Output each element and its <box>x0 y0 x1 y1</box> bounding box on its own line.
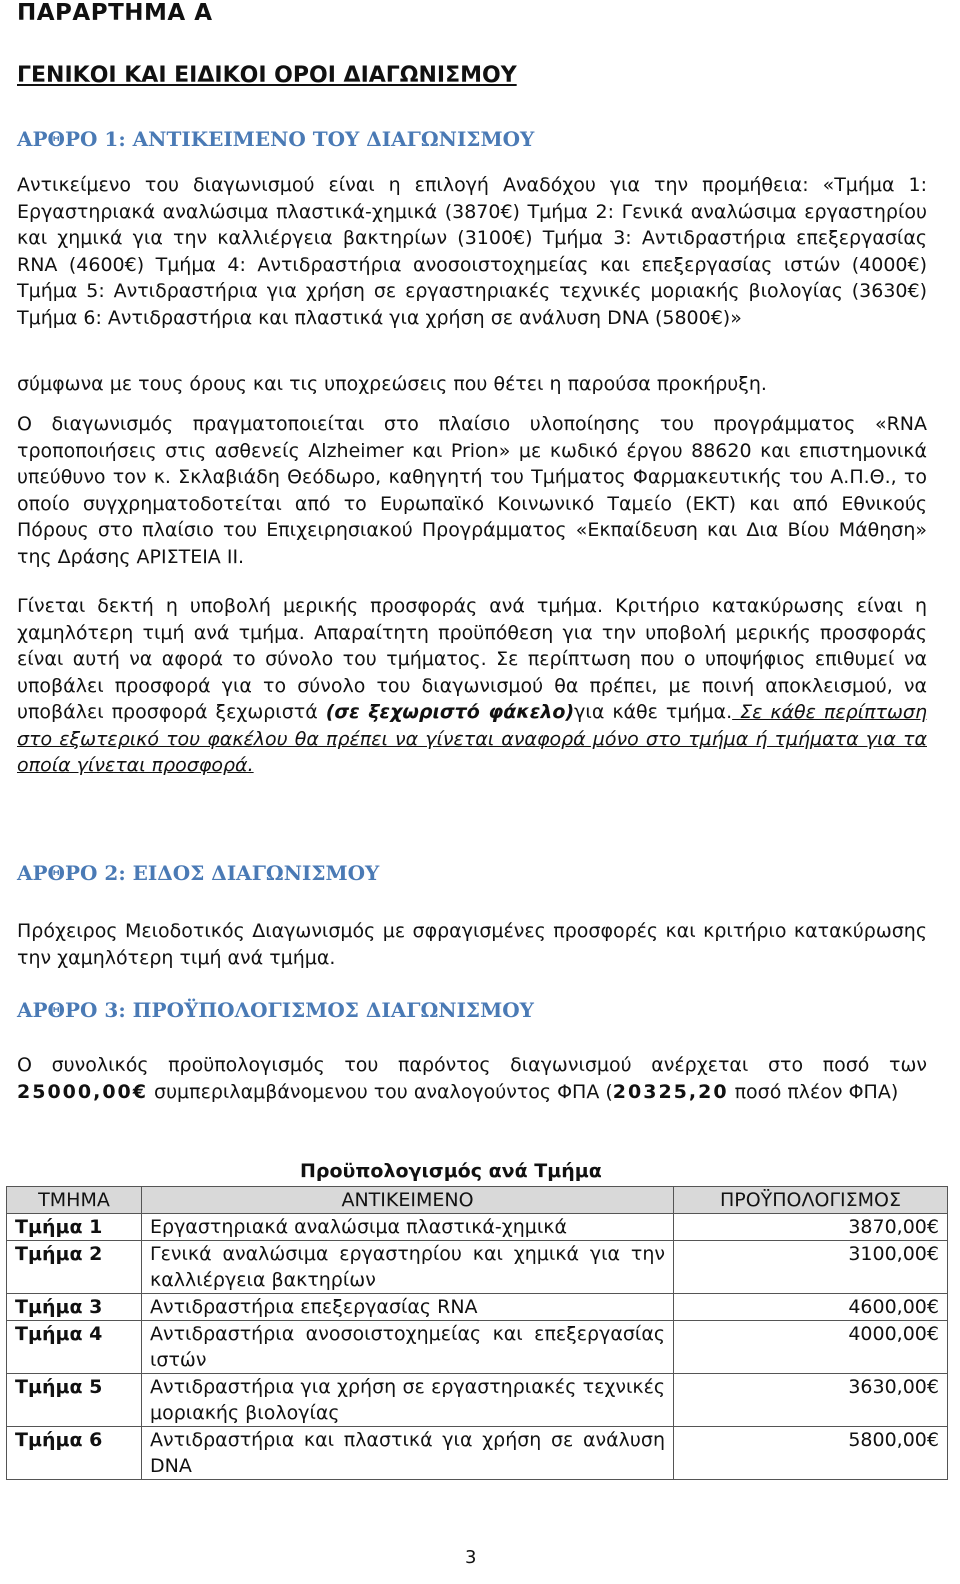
article-1-heading: ΑΡΘΡΟ 1: ΑΝΤΙΚΕΙΜΕΝΟ ΤΟΥ ΔΙΑΓΩΝΙΣΜΟΥ <box>17 127 535 151</box>
article-2-heading: ΑΡΘΡΟ 2: ΕΙΔΟΣ ΔΙΑΓΩΝΙΣΜΟΥ <box>17 861 380 885</box>
row-amount: 5800,00€ <box>674 1427 948 1480</box>
table-row <box>7 1294 948 1321</box>
table-row <box>7 1241 948 1294</box>
row-antikeimeno: Αντιδραστήρια ανοσοιστοχημείας και επεξεργασίας ιστών <box>142 1321 674 1374</box>
header-antikeimeno: ΑΝΤΙΚΕΙΜΕΝΟ <box>142 1187 674 1214</box>
row-antikeimeno: Γενικά αναλώσιμα εργαστηρίου και χημικά για την καλλιέργεια βακτηρίων <box>142 1241 674 1294</box>
article-1-paragraph-2: σύμφωνα με τους όρους και τις υποχρεώσεις που θέτει η παρούσα προκήρυξη. <box>17 373 767 395</box>
p4-underlined: Σε κάθε περίπτωση στο εξωτερικό του φακέλου θα πρέπει να γίνεται αναφορά μόνο στο τμήμα ή τμήματα για τα οποία γίνεται προσφορά. <box>17 701 927 776</box>
budget-table-header-row <box>7 1187 948 1214</box>
row-antikeimeno: Αντιδραστήρια για χρήση σε εργαστηριακές τεχνικές μοριακής βιολογίας <box>142 1374 674 1427</box>
table-row <box>7 1214 948 1241</box>
budget-table <box>6 1186 948 1480</box>
row-amount: 3870,00€ <box>674 1214 948 1241</box>
row-amount: 4000,00€ <box>674 1321 948 1374</box>
article-3-heading: ΑΡΘΡΟ 3: ΠΡΟΫΠΟΛΟΓΙΣΜΟΣ ΔΙΑΓΩΝΙΣΜΟΥ <box>17 998 534 1022</box>
row-antikeimeno: Εργαστηριακά αναλώσιμα πλαστικά-χημικά <box>142 1214 674 1241</box>
article-3-paragraph-1 <box>17 1052 927 1105</box>
p4-text: Γίνεται δεκτή η υποβολή μερικής προσφοράς ανά τμήμα. Κριτήριο κατακύρωσης είναι η χαμηλότερη τιμή ανά τμήμα. Απαραίτητη προϋπόθεση για την υποβολή μερικής προσφοράς είναι αυτή να αφορά το σύνολο του τμήματος. Σε περίπτωση που ο υποψήφιος επιθυμεί να υποβάλει προσφορά για το σύνολο του διαγωνισμού θα πρέπει, με ποινή αποκλεισμού, να υποβάλει προσφορά ξεχωριστά <box>17 595 927 723</box>
table-row <box>7 1374 948 1427</box>
p4-bold-italic: (σε ξεχωριστό φάκελο) <box>325 701 575 723</box>
row-tmima: Τμήμα 5 <box>7 1374 142 1427</box>
row-antikeimeno: Αντιδραστήρια επεξεργασίας RNA <box>142 1294 674 1321</box>
row-amount: 3100,00€ <box>674 1241 948 1294</box>
p1-before: Ο συνολικός προϋπολογισμός του παρόντος διαγωνισμού ανέρχεται στο ποσό των <box>17 1054 927 1076</box>
row-tmima: Τμήμα 3 <box>7 1294 142 1321</box>
p1-middle: συμπεριλαμβάνομενου του αναλογούντος ΦΠΑ ( <box>147 1080 613 1103</box>
p1-after: ποσό πλέον ΦΠΑ) <box>728 1080 899 1103</box>
main-title: ΓΕΝΙΚΟΙ ΚΑΙ ΕΙΔΙΚΟΙ ΟΡΟΙ ΔΙΑΓΩΝΙΣΜΟΥ <box>17 63 517 88</box>
article-1-paragraph-4 <box>17 593 927 779</box>
row-tmima: Τμήμα 2 <box>7 1241 142 1294</box>
article-1-paragraph-1: Αντικείμενο του διαγωνισμού είναι η επιλογή Αναδόχου για την προμήθεια: «Τμήμα 1: Εργαστηριακά αναλώσιμα πλαστικά-χημικά (3870€) Τμήμα 2: Γενικά αναλώσιμα εργαστηρίου και χημικά για την καλλιέργεια βακτηρίων (3100€) Τμήμα 3: Αντιδραστήρια επεξεργασίας RNA (4600€) Τμήμα 4: Αντιδραστήρια ανοσοιστοχημείας και επεξεργασίας ιστών (4000€) Τμήμα 5: Αντιδραστήρια για χρήση σε εργαστηριακές τεχνικές μοριακής βιολογίας (3630€) Τμήμα 6: Αντιδραστήρια και πλαστικά για χρήση σε ανάλυση DNA (5800€)» <box>17 174 927 329</box>
row-tmima: Τμήμα 1 <box>7 1214 142 1241</box>
row-antikeimeno: Αντιδραστήρια και πλαστικά για χρήση σε ανάλυση DNA <box>142 1427 674 1480</box>
row-tmima: Τμήμα 4 <box>7 1321 142 1374</box>
page-number: 3 <box>465 1547 477 1568</box>
header-tmima: ΤΜΗΜΑ <box>7 1187 142 1214</box>
article-2-paragraph-1: Πρόχειρος Μειοδοτικός Διαγωνισμός με σφραγισμένες προσφορές και κριτήριο κατακύρωσης την χαμηλότερη τιμή ανά τμήμα. <box>17 920 927 969</box>
p1-total: 25000,00€ <box>17 1080 148 1103</box>
article-1-paragraph-3: Ο διαγωνισμός πραγματοποιείται στο πλαίσιο υλοποίησης του προγράμματος «RNA τροποποιήσεις στις ασθενείς Alzheimer και Prion» με κωδικό έργου 88620 και επιστημονικά υπεύθυνο τον κ. Σκλαβιάδη Θεόδωρο, καθηγητή του Τμήματος Φαρμακευτικής του Α.Π.Θ., το οποίο συγχρηματοδοτείται από το Ευρωπαϊκό Κοινωνικό Ταμείο (ΕΚΤ) και από Εθνικούς Πόρους στο πλαίσιο του Επιχειρησιακού Προγράμματος «Εκπαίδευση και Δια Βίου Μάθηση» της Δράσης ΑΡΙΣΤΕΙΑ ΙΙ. <box>17 413 927 568</box>
table-row <box>7 1321 948 1374</box>
budget-table-title: Προϋπολογισμός ανά Τμήμα <box>300 1160 602 1182</box>
annex-title: ΠΑΡΑΡΤΗΜΑ Α <box>17 0 213 26</box>
p1-net: 20325,20 <box>612 1080 729 1103</box>
p4-after: για κάθε τμήμα. <box>574 701 733 723</box>
row-amount: 3630,00€ <box>674 1374 948 1427</box>
table-row <box>7 1427 948 1480</box>
row-tmima: Τμήμα 6 <box>7 1427 142 1480</box>
header-proypologismos: ΠΡΟΫΠΟΛΟΓΙΣΜΟΣ <box>674 1187 948 1214</box>
row-amount: 4600,00€ <box>674 1294 948 1321</box>
